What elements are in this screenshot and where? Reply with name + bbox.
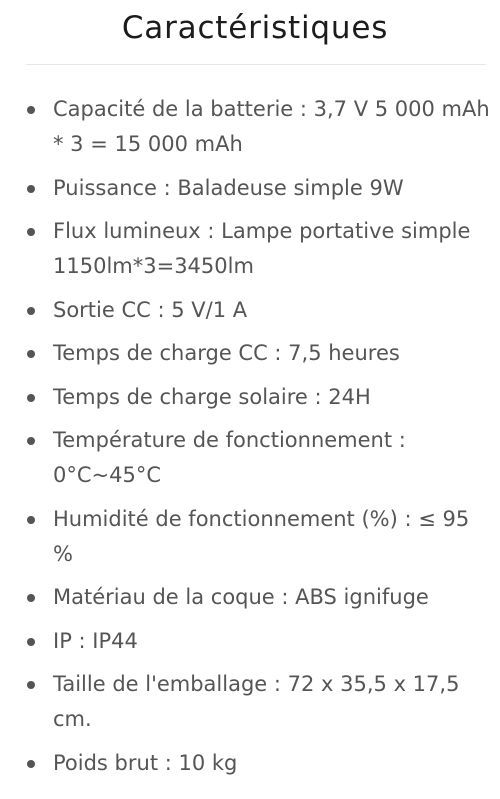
spec-item-power [0, 171, 500, 206]
spec-item-dc-output [0, 293, 500, 328]
spec-text: Temps de charge CC : 7,5 heures [53, 341, 400, 365]
spec-text: IP : IP44 [53, 628, 138, 653]
bullet-icon [27, 681, 35, 689]
title-divider [26, 64, 486, 65]
bullet-icon [27, 350, 35, 358]
spec-text: Humidité de fonctionnement (%) : ≤ 95 % [53, 506, 470, 566]
section-title: Caractéristiques [121, 10, 389, 46]
bullet-icon [27, 516, 35, 524]
bullet-icon [27, 185, 35, 193]
bullet-icon [27, 437, 35, 445]
bullet-icon [27, 228, 35, 236]
spec-text: Puissance : Baladeuse simple 9W [53, 175, 404, 200]
bullet-icon [27, 594, 35, 602]
spec-text: Taille de l'emballage : 72 x 35,5 x 17,5 cm. [53, 672, 460, 731]
spec-text: Sortie CC : 5 V/1 A [53, 297, 248, 322]
spec-text: Poids brut : 10 kg [53, 750, 238, 775]
spec-item-ip-rating [0, 624, 500, 659]
spec-item-package-size [0, 667, 500, 737]
bullet-icon [27, 638, 35, 646]
bullet-icon [27, 106, 35, 114]
spec-item-gross-weight [0, 746, 500, 781]
bullet-icon [27, 394, 35, 402]
spec-text: Temps de charge solaire : 24H [53, 384, 371, 409]
spec-item-shell-material [0, 580, 500, 615]
spec-item-operating-humidity [0, 502, 500, 572]
bullet-icon [27, 307, 35, 315]
bullet-icon [27, 760, 35, 768]
spec-text: Matériau de la coque : ABS ignifuge [53, 585, 429, 609]
spec-item-luminous-flux [0, 214, 500, 284]
spec-item-dc-charge-time [0, 336, 500, 371]
spec-item-battery-capacity [0, 92, 500, 162]
spec-item-solar-charge-time [0, 380, 500, 415]
spec-text: Température de fonctionnement : 0°C~45°C [53, 428, 406, 487]
specs-list [0, 92, 500, 789]
spec-text: Capacité de la batterie : 3,7 V 5 000 mAh * 3 = 15 000 mAh [53, 97, 490, 156]
spec-item-operating-temperature [0, 423, 500, 493]
spec-text: Flux lumineux : Lampe portative simple 1150lm*3=3450lm [53, 219, 471, 278]
